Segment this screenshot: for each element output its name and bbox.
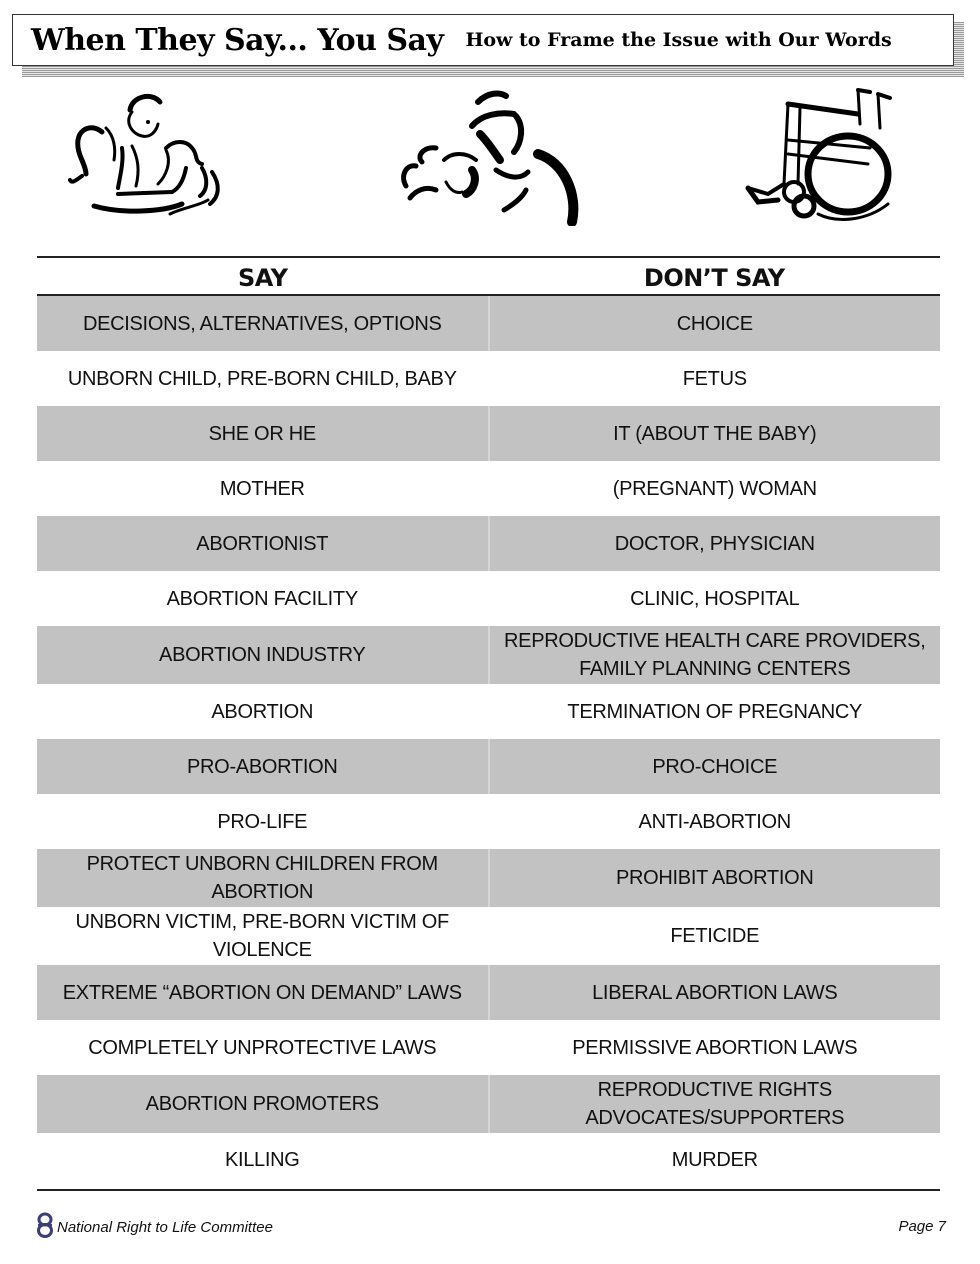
column-header-dont-say: DON’T SAY <box>643 264 785 292</box>
dont-say-cell: PROHIBIT ABORTION <box>490 849 941 907</box>
say-cell: KILLING <box>224 1149 300 1171</box>
table-row <box>37 739 940 794</box>
table-row <box>37 296 940 351</box>
say-cell: COMPLETELY UNPROTECTIVE LAWS <box>88 1036 437 1059</box>
say-cell: ABORTIONIST <box>37 516 490 571</box>
header-banner <box>12 14 954 66</box>
say-cell: SHE OR HE <box>37 406 490 461</box>
say-cell: PROTECT UNBORN CHILDREN FROM ABORTION <box>37 849 490 907</box>
table-header <box>37 258 940 296</box>
table-row <box>37 849 940 907</box>
table-row <box>37 571 940 626</box>
say-dont-say-table <box>37 256 940 1191</box>
dont-say-cell: LIBERAL ABORTION LAWS <box>490 965 941 1020</box>
table-row <box>37 684 940 739</box>
dont-say-cell: PERMISSIVE ABORTION LAWS <box>572 1036 858 1059</box>
table-row <box>37 626 940 684</box>
dont-say-cell: FETUS <box>682 367 747 390</box>
dont-say-cell: IT (ABOUT THE BABY) <box>490 406 941 461</box>
say-cell: ABORTION INDUSTRY <box>37 626 490 684</box>
dont-say-cell: (PREGNANT) WOMAN <box>612 477 817 500</box>
page-number: Page 7 <box>898 1218 946 1235</box>
dont-say-cell: ANTI-ABORTION <box>638 810 791 833</box>
say-cell: UNBORN CHILD, PRE-BORN CHILD, BABY <box>67 367 457 390</box>
dont-say-cell: REPRODUCTIVE HEALTH CARE PROVIDERS, FAMILY PLANNING CENTERS <box>490 626 941 684</box>
say-cell: ABORTION <box>211 700 314 723</box>
say-cell: EXTREME “ABORTION ON DEMAND” LAWS <box>37 965 490 1020</box>
nrlc-logo-icon <box>36 1212 54 1243</box>
footer-organization <box>36 1212 273 1243</box>
page-title: When They Say... You Say <box>31 22 444 58</box>
dont-say-cell: CHOICE <box>490 296 941 351</box>
table-row <box>37 965 940 1020</box>
say-cell: ABORTION PROMOTERS <box>37 1075 490 1133</box>
say-cell: UNBORN VICTIM, PRE-BORN VICTIM OF VIOLENCE <box>75 911 449 961</box>
dont-say-cell: MURDER <box>671 1149 758 1171</box>
table-row <box>37 907 940 965</box>
table-row <box>37 794 940 849</box>
wheelchair-illustration <box>738 84 903 224</box>
table-row <box>37 516 940 571</box>
dont-say-cell: PRO-CHOICE <box>490 739 941 794</box>
say-cell: ABORTION FACILITY <box>166 587 358 610</box>
table-row <box>37 461 940 516</box>
say-cell: DECISIONS, ALTERNATIVES, OPTIONS <box>37 296 490 351</box>
dont-say-cell: CLINIC, HOSPITAL <box>630 587 800 610</box>
table-row <box>37 351 940 406</box>
table-row <box>37 1075 940 1133</box>
mother-and-baby-illustration <box>62 88 232 223</box>
table-row <box>37 406 940 461</box>
dont-say-cell: FETICIDE <box>670 925 760 947</box>
dont-say-cell: REPRODUCTIVE RIGHTS ADVOCATES/SUPPORTERS <box>490 1075 941 1133</box>
page-subtitle: How to Frame the Issue with Our Words <box>465 29 892 51</box>
table-row <box>37 1133 940 1187</box>
dont-say-cell: TERMINATION OF PREGNANCY <box>567 700 863 723</box>
organization-name: National Right to Life Committee <box>57 1219 273 1236</box>
say-cell: PRO-LIFE <box>217 810 308 833</box>
say-cell: MOTHER <box>219 477 305 500</box>
say-cell: PRO-ABORTION <box>37 739 490 794</box>
column-header-say: SAY <box>238 264 288 292</box>
father-and-baby-illustration <box>396 86 581 226</box>
table-row <box>37 1020 940 1075</box>
table-bottom-rule <box>37 1189 940 1191</box>
dont-say-cell: DOCTOR, PHYSICIAN <box>490 516 941 571</box>
